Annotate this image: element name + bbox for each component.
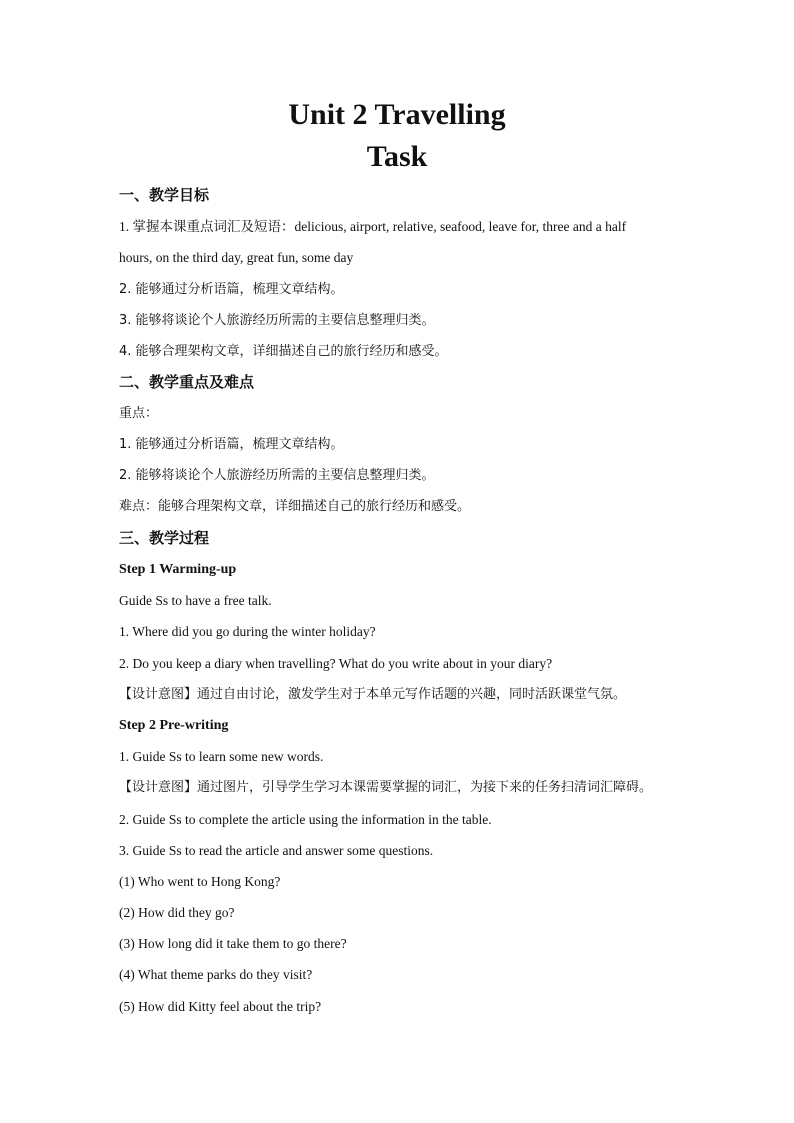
step-2-item-2: 2. Guide Ss to complete the article using the information in the table. — [119, 812, 492, 827]
section-heading-objectives: 一、教学目标 — [119, 186, 210, 204]
step-2-item-1: 1. Guide Ss to learn some new words. — [119, 749, 324, 764]
step-1-title: Step 1 Warming-up — [119, 562, 237, 577]
document-title: Unit 2 Travelling — [288, 98, 506, 131]
step-1-question-1: 1. Where did you go during the winter holiday? — [119, 624, 376, 639]
step-2-design-intent: 【设计意图】通过图片，引导学生学习本课需要掌握的词汇，为接下来的任务扫清词汇障碍。 — [119, 780, 653, 795]
step-2-question-1: (1) Who went to Hong Kong? — [119, 874, 281, 889]
objective-2: 2. 能够通过分析语篇，梳理文章结构。 — [119, 282, 344, 297]
step-1-question-2: 2. Do you keep a diary when travelling? What do you write about in your diary? — [119, 656, 553, 671]
section-heading-process: 三、教学过程 — [119, 529, 210, 547]
focus-label: 重点： — [119, 406, 159, 421]
objective-1-line-2: hours, on the third day, great fun, some day — [119, 250, 354, 265]
objective-1-line-1: 1. 掌握本课重点词汇及短语：delicious, airport, relative, seafood, leave for, three and a half — [119, 219, 627, 234]
section-heading-focus: 二、教学重点及难点 — [119, 373, 255, 391]
focus-item-1: 1. 能够通过分析语篇，梳理文章结构。 — [119, 437, 344, 452]
step-2-question-5: (5) How did Kitty feel about the trip? — [119, 999, 322, 1014]
document-subtitle: Task — [366, 140, 428, 173]
step-1-intro: Guide Ss to have a free talk. — [119, 593, 272, 608]
step-2-question-3: (3) How long did it take them to go there? — [119, 936, 347, 951]
step-2-question-4: (4) What theme parks do they visit? — [119, 967, 313, 982]
step-2-title: Step 2 Pre-writing — [119, 718, 229, 733]
objective-4: 4. 能够合理架构文章，详细描述自己的旅行经历和感受。 — [119, 344, 448, 359]
step-2-question-2: (2) How did they go? — [119, 905, 235, 920]
objective-3: 3. 能够将谈论个人旅游经历所需的主要信息整理归类。 — [119, 313, 435, 328]
step-2-item-3: 3. Guide Ss to read the article and answer some questions. — [119, 843, 434, 858]
focus-item-2: 2. 能够将谈论个人旅游经历所需的主要信息整理归类。 — [119, 468, 435, 483]
step-1-design-intent: 【设计意图】通过自由讨论，激发学生对于本单元写作话题的兴趣，同时活跃课堂气氛。 — [119, 687, 627, 702]
difficulty: 难点：能够合理架构文章，详细描述自己的旅行经历和感受。 — [119, 499, 471, 514]
